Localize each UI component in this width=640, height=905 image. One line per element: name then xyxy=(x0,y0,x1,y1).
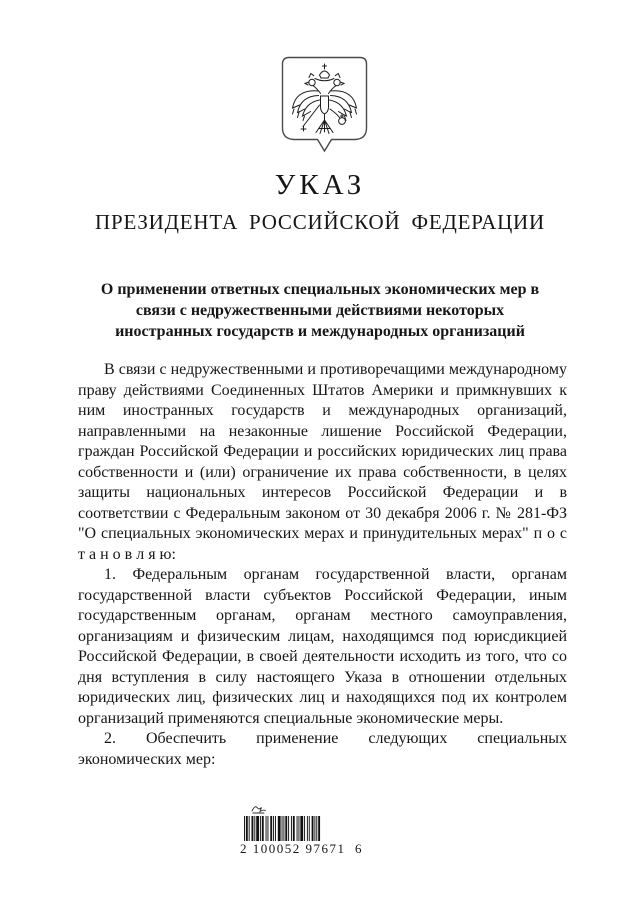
document-type-title: УКАЗ xyxy=(274,169,366,201)
document-body xyxy=(78,360,567,770)
body-paragraph-item-2: 2. Обеспечить применение следующих специальных экономических мер: xyxy=(78,730,567,768)
document-subject: О применении ответных специальных экономических мер в связи с недружественными действиями некоторых иностранных государств и международных организаций xyxy=(100,281,540,340)
body-paragraph-preamble: В связи с недружественными и противоречащими международному праву действиями Соединенных Штатов Америки и примкнувших к ним иностранных государств и международных организаций, направленными на незаконные лишение Российской Федерации, граждан Российской Федерации и российских юридических лиц права собственности и (или) ограничение их права собственности, в целях защиты национальных интересов Российской Федерации и в соответствии с Федеральным законом от 30 декабря 2006 г. № 281-ФЗ "О специальных экономических мерах и принудительных мерах" п о с т а н о в л я ю: xyxy=(78,361,567,563)
document-heading xyxy=(0,168,640,235)
body-paragraph-item-1: 1. Федеральным органам государственной власти, органам государственной власти субъектов Российской Федерации, иным государственным органам, органам местного самоуправления, организациям и физическим лицам, находящимся под юрисдикцией Российской Федерации, в своей деятельности исходить из того, что со дня вступления в силу настоящего Указа в отношении отдельных юридических лиц, физических лиц и находящихся под их контролем организаций применяются специальные экономические меры. xyxy=(78,566,567,727)
barcode-number: 2 100052 97671 6 xyxy=(240,841,363,856)
document-issuer-title: ПРЕЗИДЕНТА РОССИЙСКОЙ ФЕДЕРАЦИИ xyxy=(95,210,545,234)
barcode xyxy=(240,803,363,856)
handwritten-mark-icon xyxy=(249,803,269,815)
coat-of-arms-emblem xyxy=(281,56,368,153)
barcode-bars-icon xyxy=(244,816,321,841)
double-headed-eagle-icon xyxy=(281,56,368,153)
